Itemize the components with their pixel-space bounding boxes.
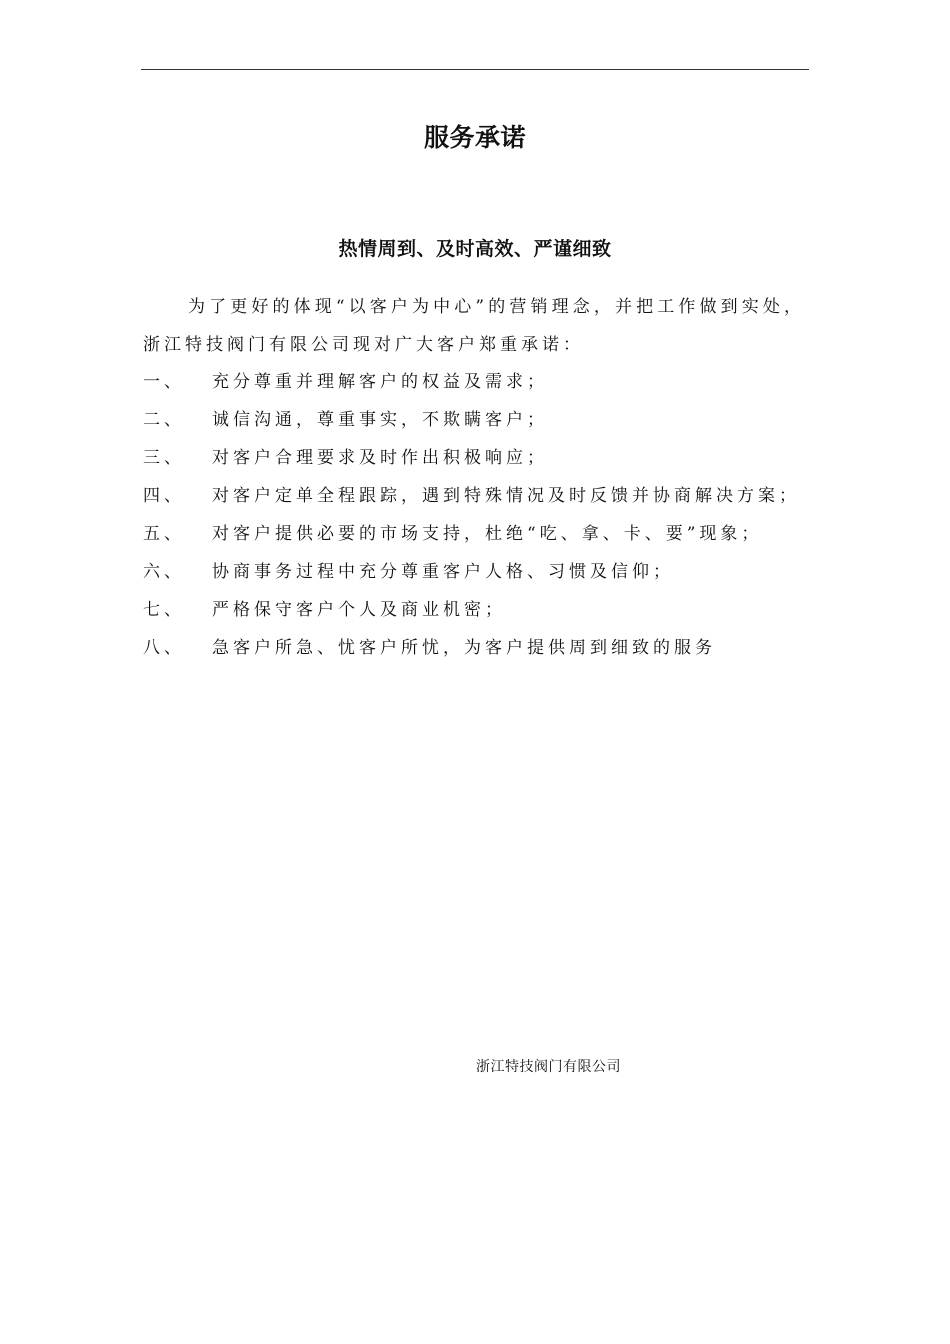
list-item	[143, 591, 808, 629]
list-item	[143, 401, 808, 439]
page-subtitle: 热情周到、及时高效、严谨细致	[338, 237, 612, 260]
list-item	[143, 629, 808, 667]
list-item	[143, 477, 808, 515]
list-item	[143, 553, 808, 591]
list-item-text: 对客户定单全程跟踪，遇到特殊情况及时反馈并协商解决方案；	[212, 486, 800, 506]
list-item-text: 急客户所急、忧客户所忧，为客户提供周到细致的服务	[212, 638, 716, 658]
commitment-list	[143, 363, 808, 667]
list-item-number: 七、	[143, 600, 185, 620]
list-item-text: 协商事务过程中充分尊重客户人格、习惯及信仰；	[212, 562, 674, 582]
list-item-text: 对客户合理要求及时作出积极响应；	[212, 448, 548, 468]
list-item-number: 四、	[143, 486, 185, 506]
list-item-number: 八、	[143, 638, 185, 658]
list-item	[143, 363, 808, 401]
list-item-text: 诚信沟通，尊重事实，不欺瞒客户；	[212, 410, 548, 430]
list-item-number: 三、	[143, 448, 185, 468]
list-item-text: 对客户提供必要的市场支持，杜绝“吃、拿、卡、要”现象；	[212, 524, 763, 544]
list-item-number: 六、	[143, 562, 185, 582]
list-item-number: 二、	[143, 410, 185, 430]
intro-paragraph: 为了更好的体现“以客户为中心”的营销理念，并把工作做到实处，浙江特技阀门有限公司现对广大客户郑重承诺：	[143, 297, 805, 355]
company-signature: 浙江特技阀门有限公司	[476, 1059, 621, 1075]
list-item	[143, 439, 808, 477]
page-title: 服务承诺	[423, 122, 526, 152]
list-item-number: 五、	[143, 524, 185, 544]
list-item	[143, 515, 808, 553]
list-item-number: 一、	[143, 372, 185, 392]
header-rule	[141, 69, 809, 70]
list-item-text: 严格保守客户个人及商业机密；	[212, 600, 506, 620]
list-item-text: 充分尊重并理解客户的权益及需求；	[212, 372, 548, 392]
